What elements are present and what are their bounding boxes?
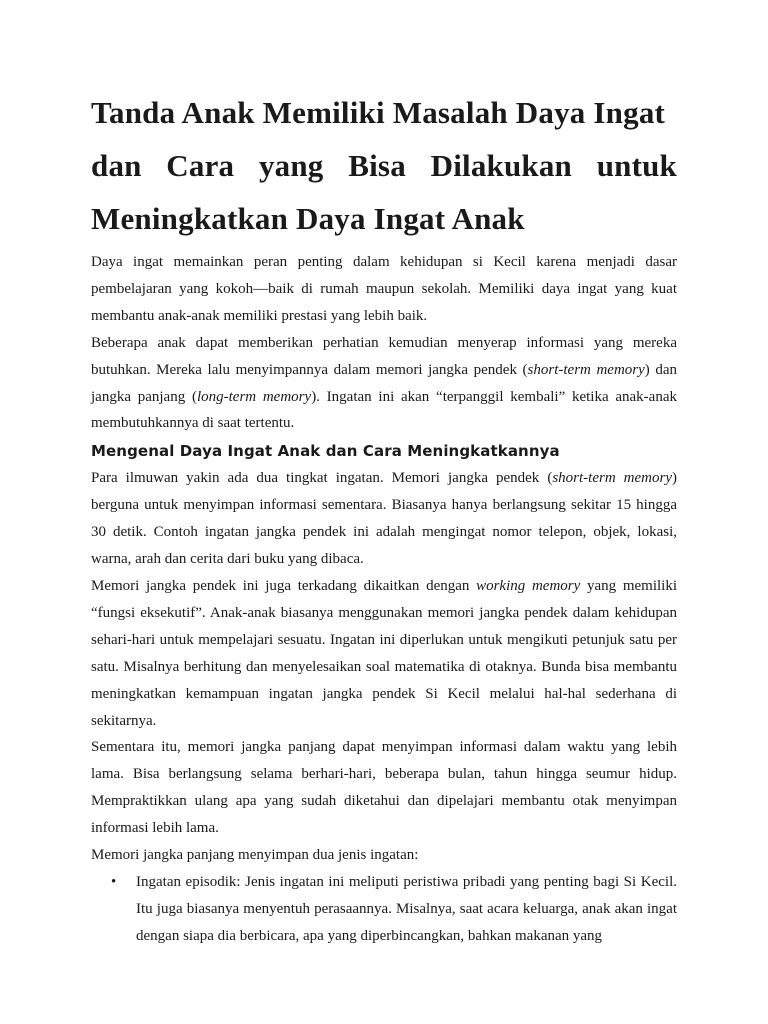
text-run: ) dan jangka panjang ( bbox=[91, 361, 678, 405]
italic-term: working memory bbox=[476, 577, 581, 594]
italic-term: long-term memory bbox=[196, 388, 312, 405]
memory-type-list bbox=[91, 869, 677, 950]
italic-term: short-term memory bbox=[552, 470, 672, 487]
bullet-icon: • bbox=[111, 873, 117, 890]
text-run: ) berguna untuk menyimpan informasi sementara. Biasanya hanya berlangsung sekitar 15 hingga 30 detik. Contoh ingatan jangka pendek ini adalah mengingat nomor telepon, objek, lokasi, warna, arah dan cerita dari buku yang dibaca. bbox=[91, 470, 677, 568]
text-run: Beberapa anak dapat memberikan perhatian kemudian menyerap informasi yang mereka butuhkan. Mereka lalu menyimpannya dalam memori jangka pendek ( bbox=[91, 334, 677, 378]
document-page bbox=[91, 86, 677, 950]
italic-term: short-term memory bbox=[527, 361, 645, 378]
long-term-paragraph: Sementara itu, memori jangka panjang dapat menyimpan informasi dalam waktu yang lebih lama. Bisa berlangsung selama berhari-hari, beberapa bulan, tahun hingga seumur hidup. Mempraktikkan ulang apa yang sudah diketahui dan dipelajari membantu otak menyimpan informasi lebih lama. bbox=[91, 739, 677, 837]
long-term-types-intro: Memori jangka panjang menyimpan dua jenis ingatan: bbox=[91, 847, 419, 864]
text-run: Memori jangka pendek ini juga terkadang dikaitkan dengan bbox=[91, 577, 477, 594]
list-item-text: Ingatan episodik: Jenis ingatan ini meliputi peristiwa pribadi yang penting bagi Si Kecil. Itu juga biasanya menyentuh perasaannya. Misalnya, saat acara keluarga, anak akan ingat dengan siapa dia berbicara, apa yang diperbincangkan, bahkan makanan yang bbox=[136, 873, 677, 944]
section-heading: Mengenal Daya Ingat Anak dan Cara Meningkatkannya bbox=[91, 442, 560, 461]
document-title bbox=[91, 86, 677, 245]
list-item bbox=[91, 869, 677, 950]
intro-paragraph: Daya ingat memainkan peran penting dalam kehidupan si Kecil karena menjadi dasar pembelajaran yang kokoh—baik di rumah maupun sekolah. Memiliki daya ingat yang kuat membantu anak-anak memiliki prestasi yang lebih baik. bbox=[91, 254, 677, 324]
memory-types-paragraph bbox=[91, 330, 677, 438]
title-line-1: Tanda Anak Memiliki Masalah Daya Ingat bbox=[91, 95, 666, 130]
title-line-2: dan Cara yang Bisa Dilakukan untuk bbox=[91, 148, 677, 183]
short-term-paragraph bbox=[91, 465, 677, 573]
text-run: yang memiliki “fungsi eksekutif”. Anak-anak biasanya menggunakan memori jangka pendek dalam kehidupan sehari-hari untuk mempelajari sesuatu. Ingatan ini diperlukan untuk mengikuti petunjuk satu per satu. Misalnya berhitung dan menyelesaikan soal matematika di otaknya. Bunda bisa membantu meningkatkan kemampuan ingatan jangka pendek Si Kecil melalui hal-hal sederhana di sekitarnya. bbox=[91, 577, 677, 729]
text-run: ). Ingatan ini akan “terpanggil kembali” ketika anak-anak membutuhkannya di saat tertentu. bbox=[91, 388, 677, 432]
working-memory-paragraph bbox=[91, 573, 677, 734]
title-line-3: Meningkatkan Daya Ingat Anak bbox=[91, 201, 525, 236]
text-run: Para ilmuwan yakin ada dua tingkat ingatan. Memori jangka pendek ( bbox=[91, 470, 553, 487]
